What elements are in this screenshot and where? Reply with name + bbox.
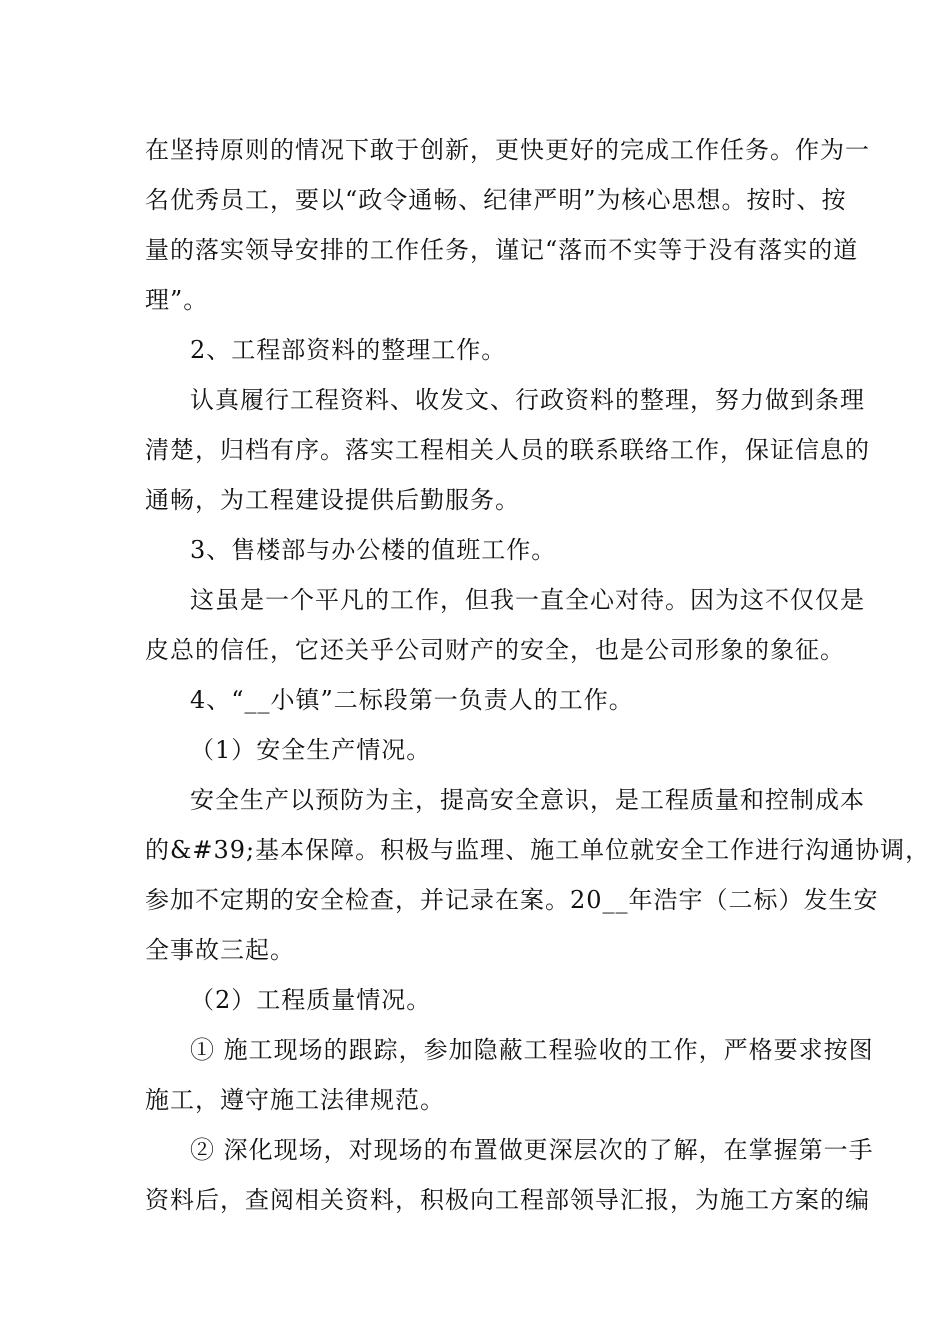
section-heading: 2、工程部资料的整理工作。 [190,336,507,364]
list-item-line: 资料后，查阅相关资料，积极向工程部领导汇报，为施工方案的编 [145,1186,870,1214]
paragraph-line: 认真履行工程资料、收发文、行政资料的整理，努力做到条理 [190,386,865,414]
paragraph-line: 理”。 [145,286,209,314]
paragraph-line: 在坚持原则的情况下敢于创新，更快更好的完成工作任务。作为一 [145,136,870,164]
paragraph-line: 通畅，为工程建设提供后勤服务。 [145,486,520,514]
paragraph-line: 参加不定期的安全检查，并记录在案。20__年浩宇（二标）发生安 [145,886,879,914]
paragraph-line: 清楚，归档有序。落实工程相关人员的联系联络工作，保证信息的 [145,436,870,464]
section-heading: 4、“__小镇”二标段第一负责人的工作。 [190,686,634,714]
section-heading: 3、售楼部与办公楼的值班工作。 [190,536,557,564]
subsection-heading: （1）安全生产情况。 [190,736,432,764]
list-item-line: ② 深化现场，对现场的布置做更深层次的了解，在掌握第一手 [190,1136,874,1164]
paragraph-line: 全事故三起。 [145,936,295,964]
paragraph-line: 名优秀员工，要以“政令通畅、纪律严明”为核心思想。按时、按 [145,186,847,214]
subsection-heading: （2）工程质量情况。 [190,986,432,1014]
paragraph-line: 安全生产以预防为主，提高安全意识，是工程质量和控制成本 [190,786,865,814]
paragraph-line: 皮总的信任，它还关乎公司财产的安全，也是公司形象的象征。 [145,636,845,664]
paragraph-line: 量的落实领导安排的工作任务，谨记“落而不实等于没有落实的道 [145,236,859,264]
list-item-line: 施工，遵守施工法律规范。 [145,1086,445,1114]
list-item-line: ① 施工现场的跟踪，参加隐蔽工程验收的工作，严格要求按图 [190,1036,874,1064]
paragraph-line: 的&#39;基本保障。积极与监理、施工单位就安全工作进行沟通协调， [145,836,931,864]
paragraph-line: 这虽是一个平凡的工作，但我一直全心对待。因为这不仅仅是 [190,586,865,614]
